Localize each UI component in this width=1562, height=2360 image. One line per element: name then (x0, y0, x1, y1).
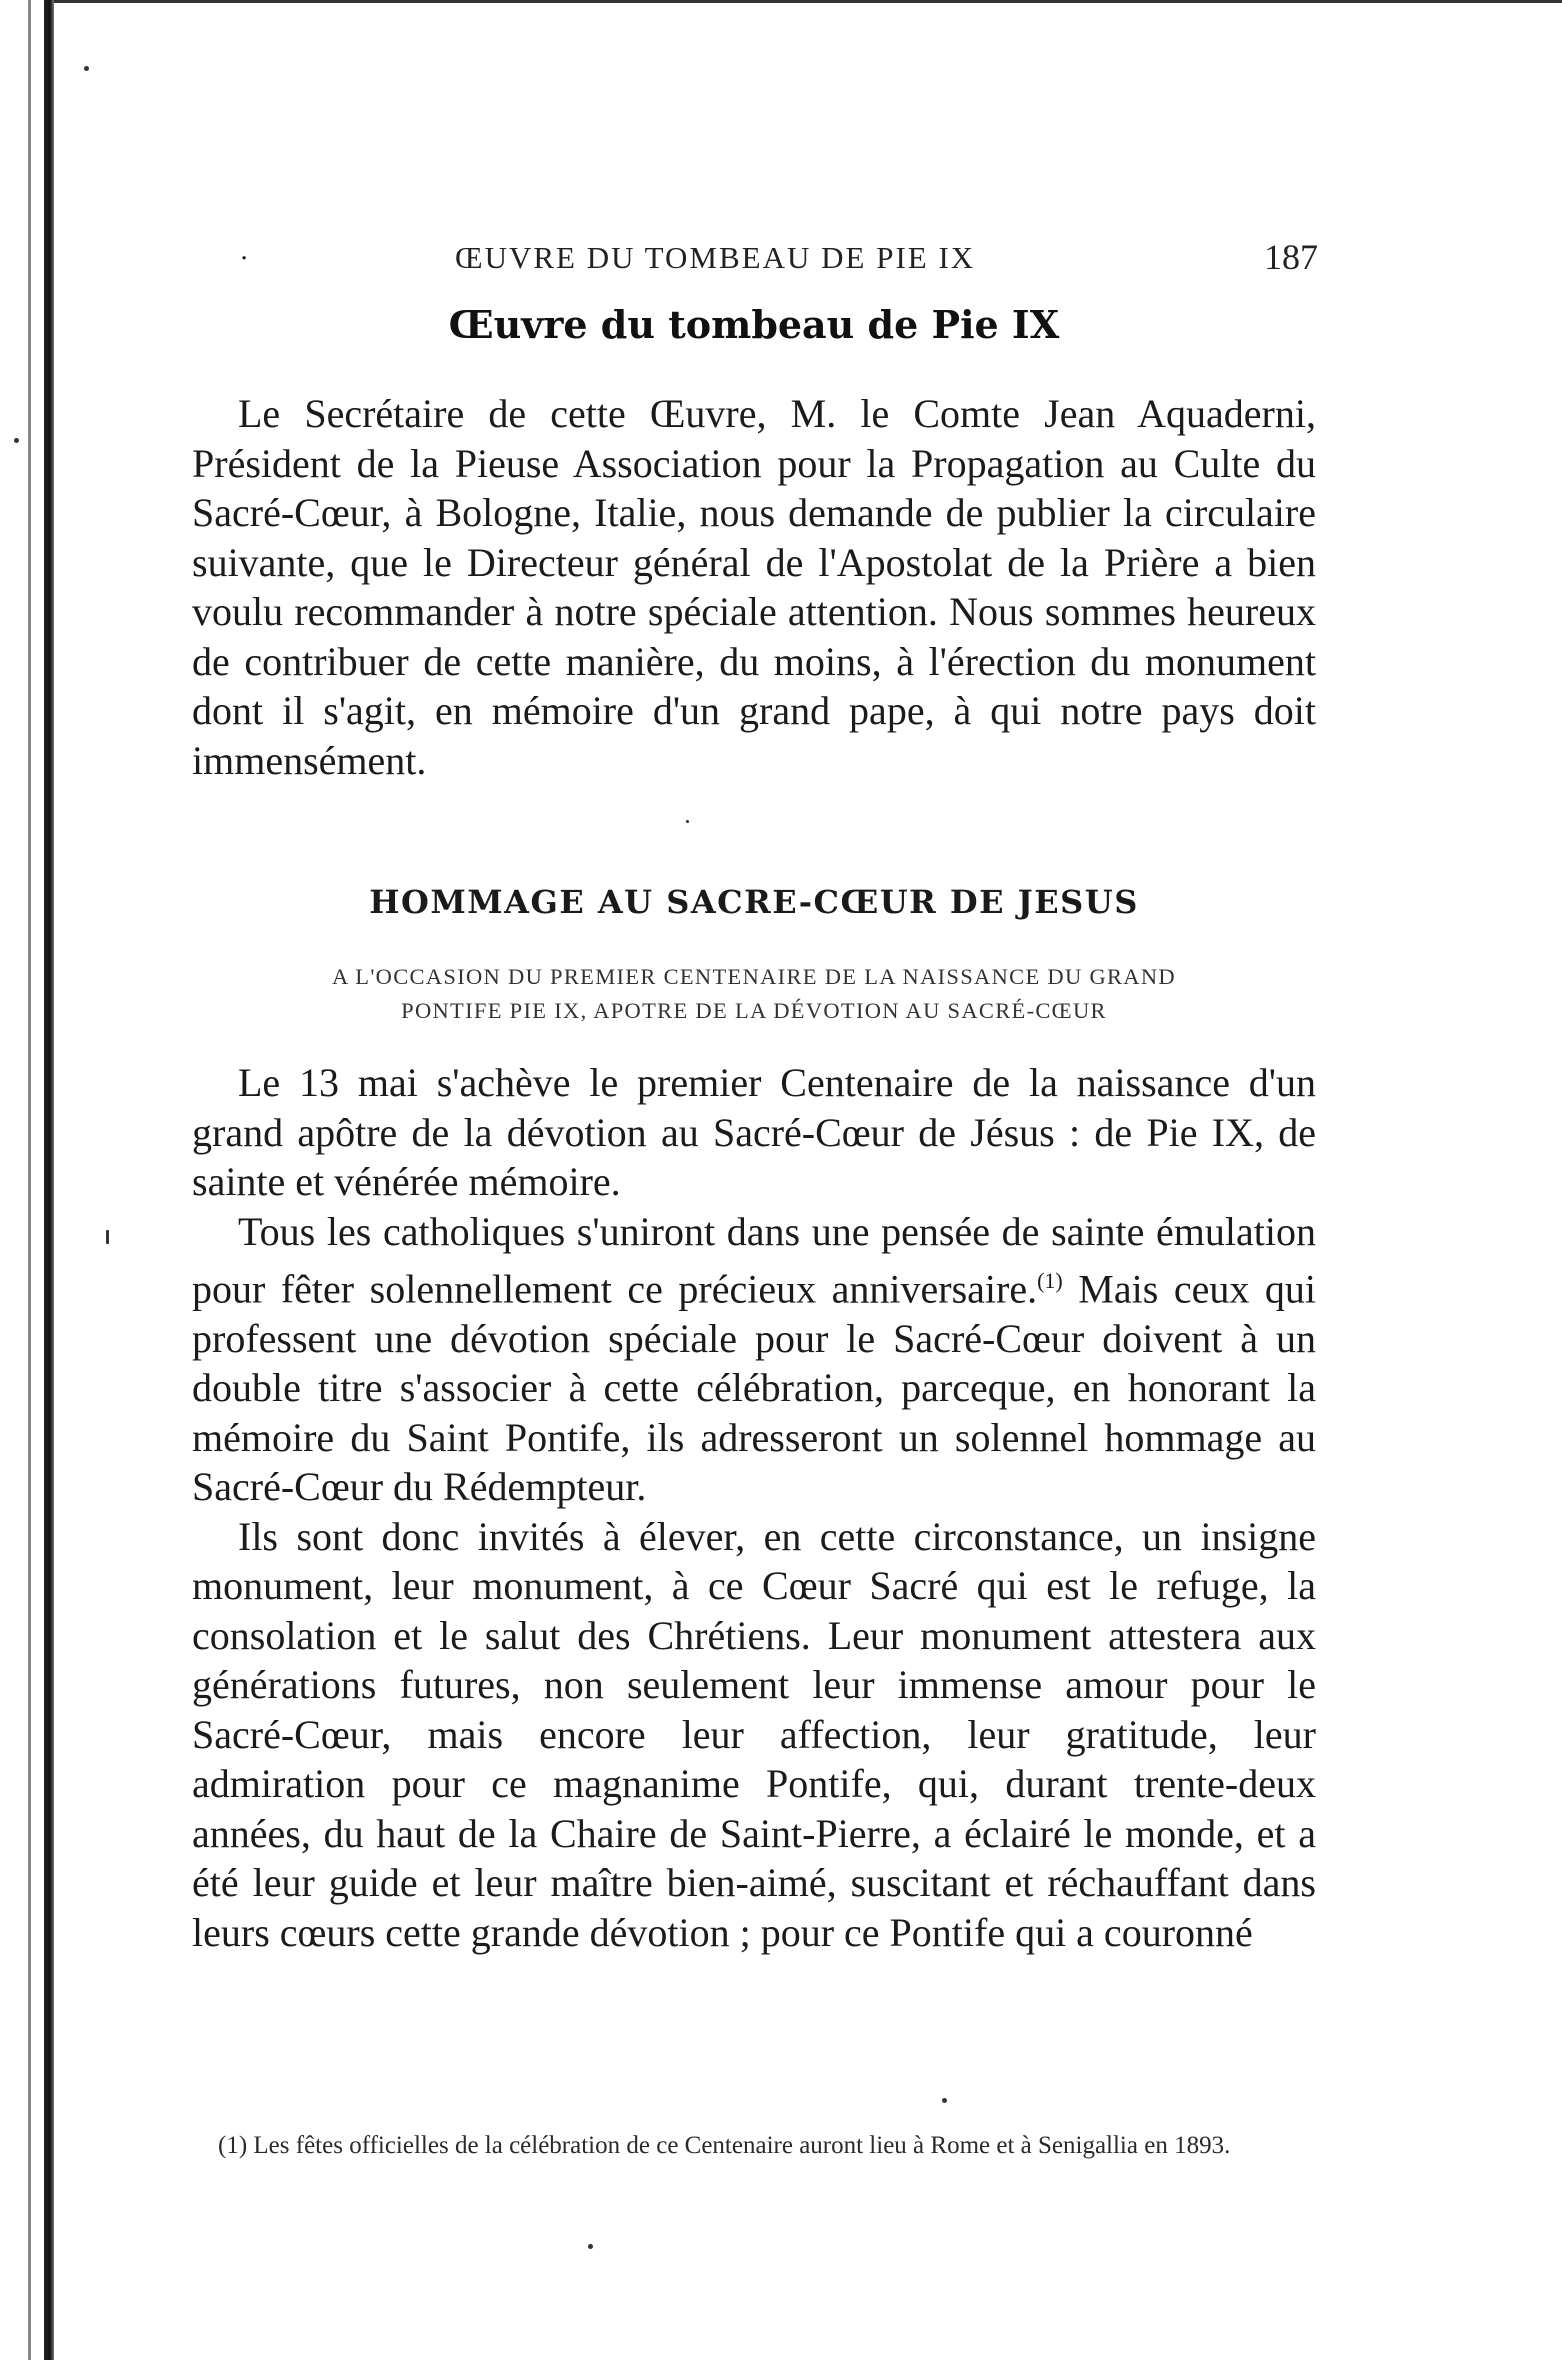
running-head-dot: · (240, 244, 249, 274)
footnote-text: (1) Les fêtes officielles de la célébration de ce Centenaire auront lieu à Rome et à Senigallia en 1893. (218, 2132, 1231, 2159)
speck (942, 2098, 947, 2103)
hommage-paragraph-1: Le 13 mai s'achève le premier Centenaire de la naissance d'un grand apôtre de la dévotion au Sacré-Cœur de Jésus : de Pie IX, de sainte et vénérée mémoire. (192, 1060, 1316, 1204)
running-head-title: ŒUVRE DU TOMBEAU DE PIE IX (455, 240, 976, 275)
speck (84, 66, 89, 71)
page-binding-edge (44, 0, 54, 2360)
speck (106, 1230, 109, 1244)
speck (588, 2244, 593, 2249)
hommage-body (192, 1058, 1316, 1957)
speck (14, 438, 19, 443)
page-edge-shadow (28, 0, 31, 2360)
hommage-subtitle (192, 960, 1316, 1028)
page-top-edge (54, 0, 1562, 3)
paragraph-2-part2: Mais ceux qui professent une dévotion spéciale pour le Sacré-Cœur doivent à un double titre s'associer à cette célébration, parceque, en honorant la mémoire du Saint Pontife, ils adresseront un solennel hommage au Sacré-Cœur du Rédempteur. (192, 1266, 1316, 1510)
intro-paragraph (192, 389, 1316, 785)
hommage-title: HOMMAGE AU SACRE-CŒUR DE JESUS (369, 883, 1139, 921)
hommage-paragraph-3: Ils sont donc invités à élever, en cette circonstance, un insigne monument, leur monument, à ce Cœur Sacré qui est le refuge, la consolation et le salut des Chrétiens. Leur monument attestera aux générations futures, non seulement leur immense amour pour le Sacré-Cœur, mais encore leur affection, leur gratitude, leur admiration pour ce magnanime Pontife, qui, durant trente-deux années, du haut de la Chaire de Saint-Pierre, a éclairé le monde, et a été leur guide et leur maître bien-aimé, suscitant et réchauffant dans leurs cœurs cette grande dévotion ; pour ce Pontife qui a couronné (192, 1513, 1316, 1955)
footnote-reference[interactable]: (1) (1037, 1268, 1063, 1293)
page-number: 187 (1264, 237, 1318, 277)
hommage-subtitle-line1: A L'OCCASION DU PREMIER CENTENAIRE DE LA NAISSANCE DU GRAND (332, 964, 1176, 989)
intro-text: Le Secrétaire de cette Œuvre, M. le Comte Jean Aquaderni, Président de la Pieuse Association pour la Propagation au Culte du Sacré-Cœur, à Bologne, Italie, nous demande de publier la circulaire suivante, que le Directeur général de l'Apostolat de la Prière a bien voulu recommander à notre spéciale attention. Nous sommes heureux de contribuer de cette manière, du moins, à l'érection du monument dont il s'agit, en mémoire d'un grand pape, à qui notre pays doit immensément. (192, 391, 1316, 783)
footnote (192, 2128, 1316, 2164)
speck (686, 820, 689, 823)
section-title: Œuvre du tombeau de Pie IX (448, 302, 1060, 347)
hommage-paragraph-2 (192, 1207, 1316, 1512)
paragraph-2-part1: Tous les catholiques s'uniront dans une pensée de sainte émulation pour fêter solennellement ce précieux anniversaire. (192, 1208, 1316, 1312)
hommage-subtitle-line2: PONTIFE PIE IX, APOTRE DE LA DÉVOTION AU SACRÉ-CŒUR (401, 998, 1107, 1023)
